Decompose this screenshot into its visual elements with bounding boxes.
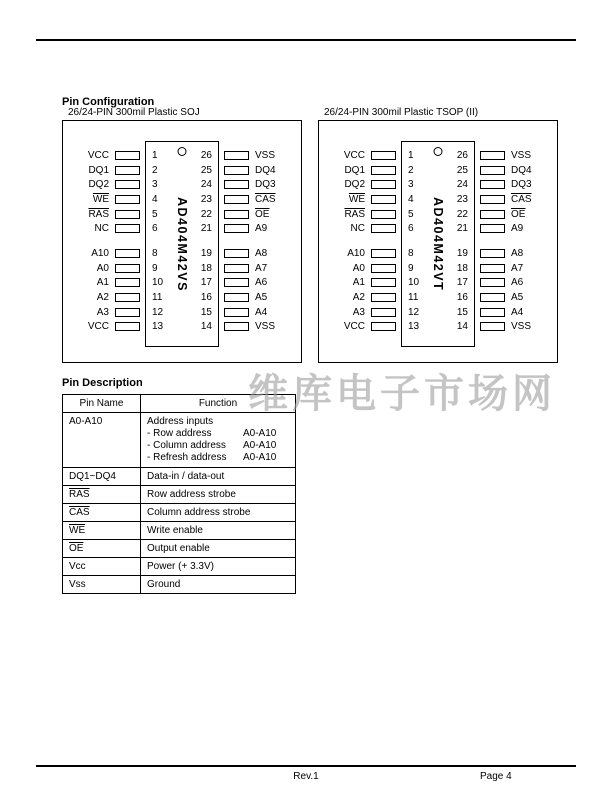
- pin-stub-right: [224, 210, 249, 219]
- pin-row: [319, 261, 557, 276]
- pin-number-left: 1: [408, 149, 414, 161]
- soj-outline-box: [62, 120, 302, 363]
- pin-stub-left: [115, 249, 140, 258]
- pin-number-left: 2: [152, 164, 158, 176]
- pin-row: [319, 305, 557, 320]
- pin-number-right: 19: [456, 247, 468, 259]
- function-cell: Row address strobe: [147, 489, 236, 500]
- pin-stub-left: [371, 278, 396, 287]
- pin-stub-left: [115, 308, 140, 317]
- pin-name-left: $\overline{RAS}$: [344, 208, 365, 220]
- tsop-pin-rows: [319, 148, 557, 334]
- pin-stub-right: [224, 249, 249, 258]
- function-cell: Data-in / data-out: [147, 471, 225, 482]
- pin-stub-right: [224, 180, 249, 189]
- pin-row: [63, 320, 301, 335]
- pin-name-right: $\overline{OE}$: [511, 208, 526, 220]
- pin-stub-left: [115, 180, 140, 189]
- soj-pin-rows: [63, 148, 301, 334]
- pin-name-cell: $\overline{WE}$: [63, 522, 141, 539]
- function-cell: Power (+ 3.3V): [147, 561, 214, 572]
- pin-name-left: A10: [91, 247, 109, 259]
- pin-name-right: A9: [511, 223, 524, 235]
- function-detail-label: - Refresh address: [147, 452, 227, 463]
- pin-stub-right: [224, 308, 249, 317]
- pin-name-right: VSS: [255, 149, 276, 161]
- pin-number-left: 4: [152, 193, 158, 205]
- soj-chip-label: AD404M42VS: [175, 196, 189, 292]
- pin-number-right: 18: [456, 262, 468, 274]
- soj-diagram: [62, 106, 302, 363]
- pin-number-right: 25: [456, 164, 468, 176]
- table-row-dq: [63, 467, 295, 485]
- pin-row: [63, 221, 301, 236]
- pin-stub-left: [115, 224, 140, 233]
- pin-stub-right: [480, 180, 505, 189]
- pin-row: [319, 290, 557, 305]
- pin-name-left: DQ1: [344, 164, 365, 176]
- pin-stub-right: [480, 278, 505, 287]
- watermark: 维库电子市场网: [248, 372, 556, 416]
- pin-name-cell: DQ1~DQ4: [63, 468, 141, 485]
- pin-stub-right: [224, 195, 249, 204]
- pin-number-left: 11: [152, 292, 163, 304]
- pin-name-left: A2: [352, 292, 365, 304]
- function-detail-label: - Column address: [147, 440, 226, 451]
- pin-row: [319, 276, 557, 291]
- pin-row: [319, 192, 557, 207]
- pin-stub-right: [224, 224, 249, 233]
- pin-stub-left: [115, 322, 140, 331]
- pin-stub-left: [371, 180, 396, 189]
- pin-number-right: 24: [200, 179, 212, 191]
- function-detail-value: A0-A10: [243, 428, 277, 439]
- function-line: Address inputs: [147, 416, 214, 427]
- footer-page-number: Page 4: [480, 771, 512, 782]
- pin-name-right: A9: [255, 223, 268, 235]
- footer-revision: Rev.1: [293, 771, 319, 782]
- pin-number-right: 26: [200, 149, 212, 161]
- function-detail-value: A0-A10: [243, 440, 277, 451]
- pin-number-right: 18: [200, 262, 212, 274]
- footer-rule: [36, 765, 576, 767]
- pin-name-left: A3: [352, 306, 365, 318]
- pin-name-left: VCC: [87, 321, 109, 333]
- pin-row: [63, 305, 301, 320]
- pin-name-right: A6: [255, 277, 268, 289]
- pin-number-left: 2: [408, 164, 414, 176]
- function-detail-label: - Row address: [147, 428, 212, 439]
- column-header-function: Function: [198, 398, 238, 409]
- pin-description-table: [62, 394, 296, 594]
- pin-number-left: 6: [408, 223, 414, 235]
- pin-name-right: A8: [255, 247, 268, 259]
- pin-number-left: 5: [408, 208, 414, 220]
- pin-number-right: 21: [200, 223, 212, 235]
- pin-stub-right: [480, 249, 505, 258]
- pin-stub-right: [224, 166, 249, 175]
- pin-number-right: 14: [456, 321, 468, 333]
- pin-description-heading: Pin Description: [62, 377, 143, 389]
- pin-name-right: DQ3: [255, 179, 276, 191]
- pin-stub-left: [115, 278, 140, 287]
- pin-name-right: $\overline{CAS}$: [511, 193, 532, 205]
- pin-stub-left: [371, 322, 396, 331]
- function-detail-value: A0-A10: [243, 452, 277, 463]
- pin-name-left: $\overline{WE}$: [348, 193, 365, 205]
- function-cell: [141, 413, 295, 467]
- pin-row: [319, 177, 557, 192]
- pin-row: [63, 261, 301, 276]
- pin-name-cell: $\overline{OE}$: [63, 540, 141, 557]
- pin-name-cell: $\overline{CAS}$: [63, 504, 141, 521]
- pin-stub-left: [371, 151, 396, 160]
- pin-number-right: 22: [200, 208, 212, 220]
- pin-row: [63, 276, 301, 291]
- pin-number-left: 6: [152, 223, 158, 235]
- table-row-we: [63, 521, 295, 539]
- pin-row: [63, 148, 301, 163]
- pin-name-right: A8: [511, 247, 524, 259]
- pin-name-right: DQ3: [511, 179, 532, 191]
- pin-name-left: NC: [94, 223, 109, 235]
- table-row-ras: [63, 485, 295, 503]
- pin-row: [319, 207, 557, 222]
- pin-number-left: 11: [408, 292, 419, 304]
- pin-number-left: 1: [152, 149, 158, 161]
- pin-stub-right: [480, 322, 505, 331]
- pin-stub-left: [115, 166, 140, 175]
- pin-number-right: 15: [200, 306, 212, 318]
- pin-stub-left: [371, 224, 396, 233]
- pin-stub-right: [224, 322, 249, 331]
- table-row-vss: [63, 575, 295, 593]
- pin-name-left: A10: [347, 247, 365, 259]
- pin-stub-left: [371, 166, 396, 175]
- pin-stub-left: [115, 210, 140, 219]
- pin-number-right: 24: [456, 179, 468, 191]
- pin-number-left: 9: [408, 262, 414, 274]
- soj-subtitle: 26/24-PIN 300mil Plastic SOJ: [68, 107, 200, 118]
- pin-name-cell: A0-A10: [63, 413, 141, 467]
- pin-stub-right: [480, 264, 505, 273]
- pin-name-cell: $\overline{RAS}$: [63, 486, 141, 503]
- tsop-outline-box: [318, 120, 558, 363]
- pin-number-right: 19: [200, 247, 212, 259]
- pin-row: [319, 320, 557, 335]
- pin-number-right: 16: [456, 292, 468, 304]
- pin-stub-left: [371, 308, 396, 317]
- pin-number-left: 4: [408, 193, 414, 205]
- pin-row: [319, 163, 557, 178]
- pin-row: [319, 221, 557, 236]
- function-cell: Column address strobe: [147, 507, 251, 518]
- pin-row: [63, 163, 301, 178]
- pin-number-right: 25: [200, 164, 212, 176]
- pin-name-right: A5: [511, 292, 524, 304]
- table-row-oe: [63, 539, 295, 557]
- pin-number-right: 23: [456, 193, 468, 205]
- pin-name-left: A3: [96, 306, 109, 318]
- pin-name-left: A0: [96, 262, 109, 274]
- function-cell: Ground: [147, 579, 181, 590]
- tsop-subtitle: 26/24-PIN 300mil Plastic TSOP (II): [324, 107, 479, 118]
- pin-name-left: DQ1: [88, 164, 109, 176]
- pin-number-right: 14: [200, 321, 212, 333]
- pin-number-left: 8: [152, 247, 158, 259]
- pin-name-left: A1: [352, 277, 365, 289]
- pin-stub-right: [224, 278, 249, 287]
- pin-row: [319, 246, 557, 261]
- pin-number-right: 17: [456, 277, 468, 289]
- pin-stub-right: [480, 210, 505, 219]
- pin-stub-left: [115, 151, 140, 160]
- function-line: [147, 452, 289, 464]
- pin-name-left: A1: [96, 277, 109, 289]
- pin-name-left: DQ2: [88, 179, 109, 191]
- pin-name-right: VSS: [255, 321, 276, 333]
- table-row-address: [63, 412, 295, 467]
- pin-number-left: 3: [408, 179, 414, 191]
- pin-row: [63, 290, 301, 305]
- tsop-chip-label: AD404M42VT: [431, 196, 445, 292]
- pin-stub-left: [371, 249, 396, 258]
- pin-number-left: 8: [408, 247, 414, 259]
- pin-row: [63, 246, 301, 261]
- table-row-cas: [63, 503, 295, 521]
- pin-number-right: 15: [456, 306, 468, 318]
- header-rule: [36, 39, 576, 41]
- pin-name-left: NC: [350, 223, 365, 235]
- pin-name-right: A7: [511, 262, 524, 274]
- pin-row: [63, 192, 301, 207]
- pin-name-right: $\overline{OE}$: [255, 208, 270, 220]
- pin-number-left: 10: [152, 277, 164, 289]
- pin-name-right: DQ4: [511, 164, 532, 176]
- pin-name-left: VCC: [343, 321, 365, 333]
- pin-name-right: A7: [255, 262, 268, 274]
- pin-number-right: 16: [200, 292, 212, 304]
- pin-name-right: DQ4: [255, 164, 276, 176]
- pin-stub-right: [224, 293, 249, 302]
- function-cell: Output enable: [147, 543, 210, 554]
- pin-stub-right: [480, 293, 505, 302]
- pin-name-right: A4: [255, 306, 268, 318]
- pin-name-right: A6: [511, 277, 524, 289]
- pin-number-left: 13: [152, 321, 164, 333]
- pin-stub-right: [480, 224, 505, 233]
- pin-name-right: A4: [511, 306, 524, 318]
- pin-name-left: $\overline{WE}$: [92, 193, 109, 205]
- pin-stub-left: [115, 195, 140, 204]
- table-header-row: [63, 395, 295, 412]
- pin-row: [319, 148, 557, 163]
- pin-number-right: 23: [200, 193, 212, 205]
- pin-number-right: 26: [456, 149, 468, 161]
- pin-stub-right: [480, 151, 505, 160]
- pin-number-right: 21: [456, 223, 468, 235]
- table-row-vcc: [63, 557, 295, 575]
- pin-number-left: 12: [408, 306, 420, 318]
- pin-number-left: 5: [152, 208, 158, 220]
- pin-name-left: VCC: [343, 149, 365, 161]
- pin-number-right: 22: [456, 208, 468, 220]
- tsop-diagram: [318, 106, 558, 363]
- pin-stub-left: [371, 264, 396, 273]
- pin-name-right: VSS: [511, 321, 532, 333]
- pin-name-right: VSS: [511, 149, 532, 161]
- pin-number-left: 10: [408, 277, 420, 289]
- pin-configuration-heading: Pin Configuration: [62, 96, 155, 108]
- column-header-pin-name: Pin Name: [63, 395, 141, 412]
- pin-name-cell: Vcc: [63, 558, 141, 575]
- pin-name-right: $\overline{CAS}$: [255, 193, 276, 205]
- pin-stub-right: [224, 264, 249, 273]
- pin-stub-right: [480, 308, 505, 317]
- pin-stub-left: [371, 293, 396, 302]
- pin-stub-left: [115, 264, 140, 273]
- pin-stub-right: [224, 151, 249, 160]
- pin-name-left: A2: [96, 292, 109, 304]
- pin-name-cell: Vss: [63, 576, 141, 593]
- function-line: [147, 428, 289, 440]
- pin-row: [63, 207, 301, 222]
- function-line: [147, 440, 289, 452]
- pin-stub-right: [480, 195, 505, 204]
- pin-stub-left: [115, 293, 140, 302]
- pin-name-left: $\overline{RAS}$: [88, 208, 109, 220]
- pin-name-left: VCC: [87, 149, 109, 161]
- pin-name-left: DQ2: [344, 179, 365, 191]
- pin-number-left: 13: [408, 321, 420, 333]
- pin-stub-left: [371, 195, 396, 204]
- pin-name-right: A5: [255, 292, 268, 304]
- pin-number-left: 3: [152, 179, 158, 191]
- pin-name-left: A0: [352, 262, 365, 274]
- pin-number-left: 9: [152, 262, 158, 274]
- pin-stub-right: [480, 166, 505, 175]
- pin-stub-left: [371, 210, 396, 219]
- function-cell: Write enable: [147, 525, 203, 536]
- pin-number-left: 12: [152, 306, 164, 318]
- pin-row: [63, 177, 301, 192]
- pin-number-right: 17: [200, 277, 212, 289]
